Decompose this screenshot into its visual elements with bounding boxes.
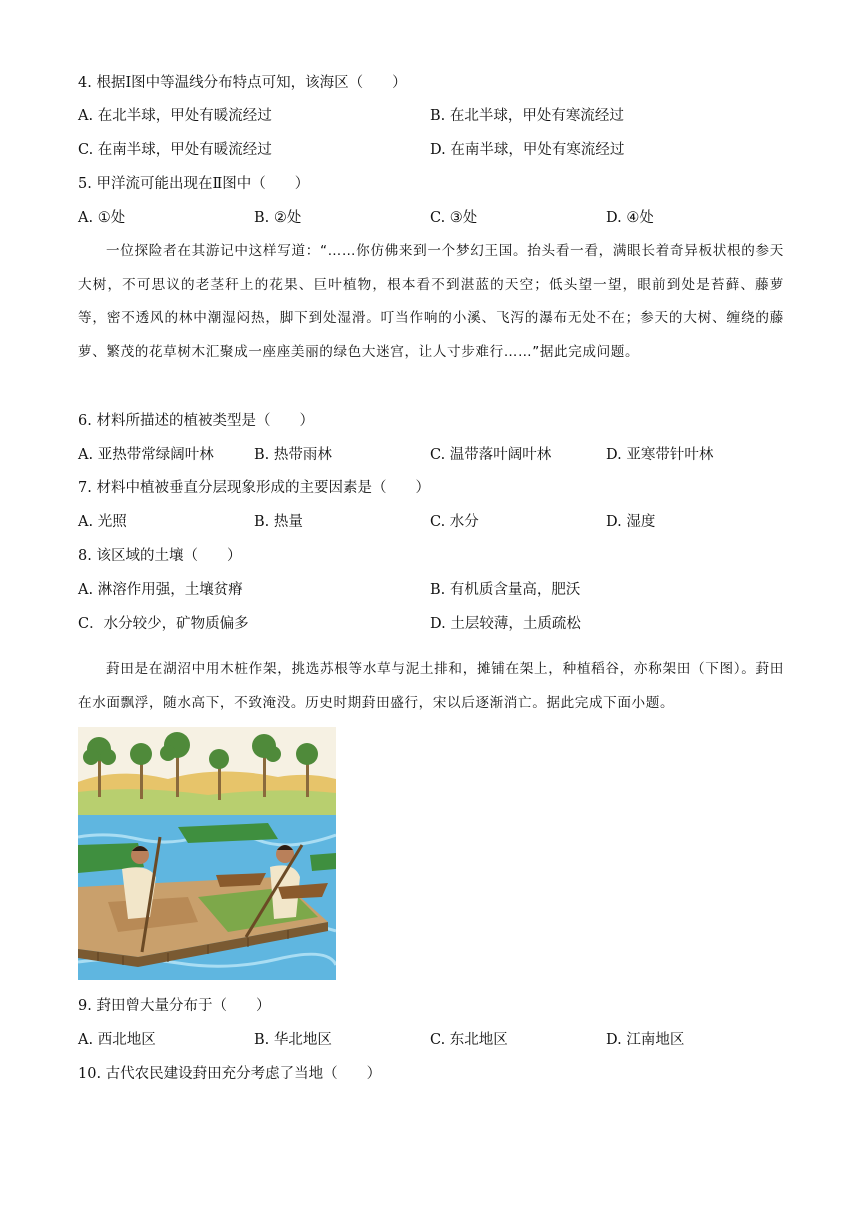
passage-fengtian: 葑田是在湖沼中用木桩作架，挑选苏根等水草与泥土排和，摊铺在架上，种植稻谷，亦称架田（下图）。葑田在水面飘浮，随水高下，不致淹没。历史时期葑田盛行，宋以后逐渐消亡。据此完成下面小题。 xyxy=(78,661,784,711)
q9-option-c: C. 东北地区 xyxy=(430,1032,508,1048)
passage-explorer: 一位探险者在其游记中这样写道：“……你仿佛来到一个梦幻王国。抬头看一看，满眼长着奇异板状根的参天大树，不可思议的老茎秆上的花果、巨叶植物，根本看不到湛蓝的天空；低头望一望，眼前到处是苔藓、藤萝等，密不透风的林中潮湿闷热，脚下到处湿滑。叮当作响的小溪、飞泻的瀑布无处不在；参天的大树、缠绕的藤萝、繁茂的花草树木汇聚成一座座美丽的绿色大迷宫，让人寸步难行……”据此完成问题。 xyxy=(78,243,784,360)
q5-option-a: A. ①处 xyxy=(78,210,126,226)
q6-option-a: A. 亚热带常绿阔叶林 xyxy=(78,447,214,463)
q6-option-c: C. 温带落叶阔叶林 xyxy=(430,447,552,463)
q4-option-a: A. 在北半球，甲处有暖流经过 xyxy=(78,108,272,124)
q5-stem: 5. 甲洋流可能出现在Ⅱ图中（ ） xyxy=(78,176,310,192)
q7-option-a: A. 光照 xyxy=(78,514,127,530)
q4-option-b: B. 在北半球，甲处有寒流经过 xyxy=(430,108,624,124)
q7-option-c: C. 水分 xyxy=(430,514,479,530)
q4-stem: 4. 根据Ⅰ图中等温线分布特点可知，该海区（ ） xyxy=(78,75,407,91)
q6-option-b: B. 热带雨林 xyxy=(254,447,332,463)
q8-option-c: C．水分较少，矿物质偏多 xyxy=(78,616,249,632)
q9-option-b: B. 华北地区 xyxy=(254,1032,332,1048)
q8-option-b: B. 有机质含量高，肥沃 xyxy=(430,582,581,598)
q8-option-a: A. 淋溶作用强，土壤贫瘠 xyxy=(78,582,243,598)
q10-stem: 10. 古代农民建设葑田充分考虑了当地（ ） xyxy=(78,1066,382,1082)
floating-field-illustration xyxy=(78,727,336,980)
q4-option-c: C. 在南半球，甲处有暖流经过 xyxy=(78,142,272,158)
q5-option-c: C. ③处 xyxy=(430,210,478,226)
q9-option-d: D. 江南地区 xyxy=(606,1032,685,1048)
q6-stem: 6. 材料所描述的植被类型是（ ） xyxy=(78,413,314,429)
q5-option-b: B. ②处 xyxy=(254,210,302,226)
q7-stem: 7. 材料中植被垂直分层现象形成的主要因素是（ ） xyxy=(78,480,430,496)
q8-stem: 8. 该区域的土壤（ ） xyxy=(78,548,242,564)
q8-option-d: D. 土层较薄，土质疏松 xyxy=(430,616,581,632)
q6-option-d: D. 亚寒带针叶林 xyxy=(606,447,714,463)
q7-option-d: D. 湿度 xyxy=(606,514,656,530)
q9-stem: 9. 葑田曾大量分布于（ ） xyxy=(78,998,271,1014)
q5-option-d: D. ④处 xyxy=(606,210,654,226)
q4-option-d: D. 在南半球，甲处有寒流经过 xyxy=(430,142,625,158)
q7-option-b: B. 热量 xyxy=(254,514,303,530)
q9-option-a: A. 西北地区 xyxy=(78,1032,156,1048)
